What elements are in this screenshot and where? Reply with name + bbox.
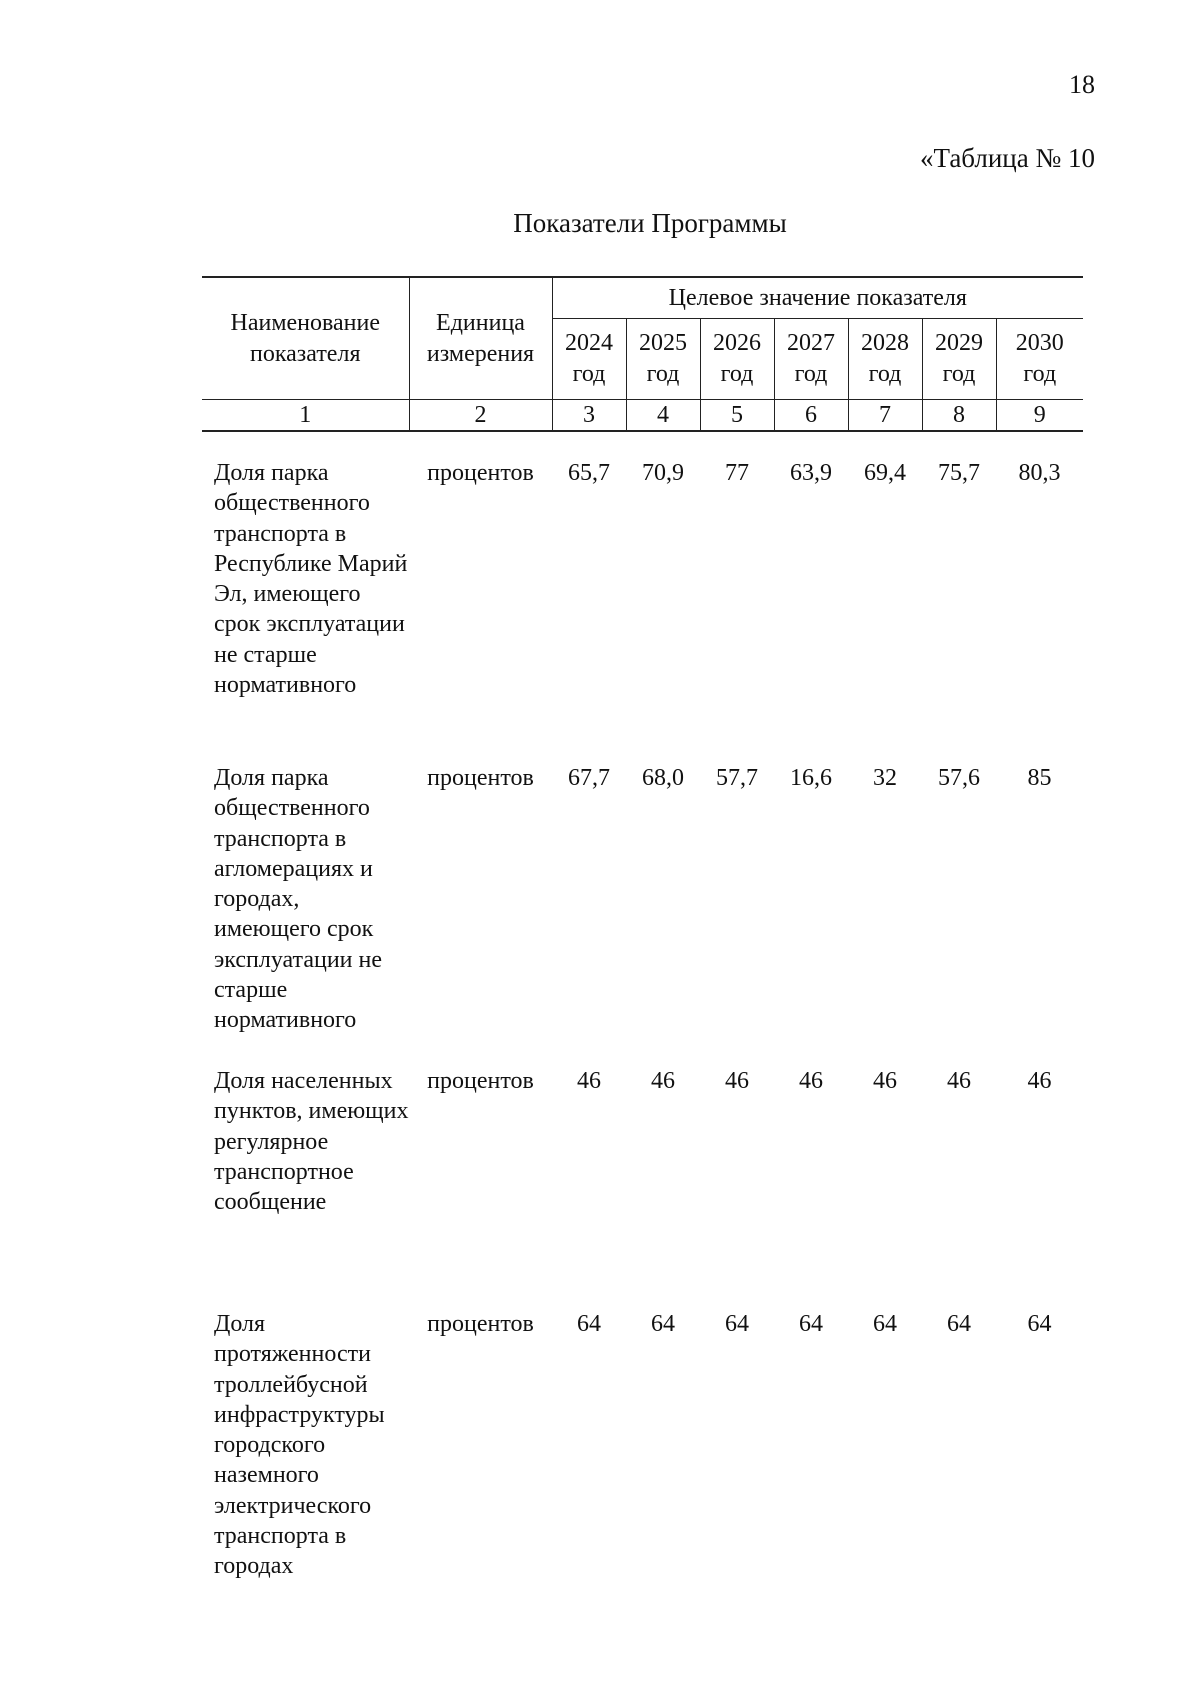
header-name-cell: Наименование показателя: [202, 277, 409, 400]
column-number: 7: [848, 400, 922, 432]
indicator-value: 63,9: [790, 460, 832, 486]
indicator-value: 68,0: [642, 765, 684, 791]
indicator-value: 80,3: [1018, 460, 1061, 486]
indicator-value: 46: [725, 1068, 749, 1094]
column-number: 3: [552, 400, 626, 432]
column-number: 9: [996, 400, 1083, 432]
table-row: [202, 458, 1083, 763]
indicator-value: 46: [651, 1068, 675, 1094]
indicator-value: 57,6: [938, 765, 980, 791]
indicator-value: 65,7: [568, 460, 610, 486]
indicator-value: 64: [947, 1311, 971, 1337]
table-label: «Таблица № 10: [920, 143, 1095, 173]
indicator-value: 64: [873, 1311, 897, 1337]
indicator-value: 64: [651, 1311, 675, 1337]
indicator-value: 46: [577, 1068, 601, 1094]
indicator-value: 75,7: [938, 460, 980, 486]
indicator-name: Доля парка общественного транспорта в агломерациях и городах, имеющего срок эксплуатации не старше нормативного: [214, 765, 383, 1034]
indicator-unit: процентов: [427, 765, 534, 791]
indicator-value: 64: [725, 1311, 749, 1337]
indicator-value: 70,9: [642, 460, 684, 486]
column-number: 5: [700, 400, 774, 432]
document-title: Показатели Программы: [513, 208, 787, 238]
table-header: [202, 276, 1083, 432]
indicator-value: 64: [1027, 1311, 1052, 1337]
header-target-cell: Целевое значение показателя: [552, 277, 1083, 319]
table-row: [202, 763, 1083, 1066]
column-number: 2: [409, 400, 552, 432]
indicator-value: 32: [873, 765, 897, 791]
indicator-value: 64: [577, 1311, 601, 1337]
indicator-value: 77: [725, 460, 749, 486]
column-number: 1: [202, 400, 409, 432]
column-number: 6: [774, 400, 848, 432]
indicator-name: Доля протяженности троллейбусной инфраструктуры городского наземного электрического транспорта в городах: [214, 1311, 385, 1580]
indicator-value: 46: [947, 1068, 971, 1094]
indicator-value: 64: [799, 1311, 823, 1337]
header-year: 2024 год: [552, 319, 626, 400]
header-year: 2027 год: [774, 319, 848, 400]
table-row: [202, 1066, 1083, 1309]
table-row: [202, 1309, 1083, 1582]
header-year: 2028 год: [848, 319, 922, 400]
indicator-value: 57,7: [716, 765, 758, 791]
indicator-name: Доля парка общественного транспорта в Республике Марий Эл, имеющего срок эксплуатации не старше нормативного: [214, 460, 408, 699]
header-year: 2025 год: [626, 319, 700, 400]
indicator-value: 67,7: [568, 765, 610, 791]
header-year: 2030 год: [996, 319, 1083, 400]
page-number: 18: [1069, 70, 1095, 99]
indicator-value: 85: [1027, 765, 1052, 791]
indicator-value: 16,6: [790, 765, 832, 791]
indicator-name: Доля населенных пунктов, имеющих регулярное транспортное сообщение: [214, 1068, 409, 1216]
indicator-unit: процентов: [427, 1068, 534, 1094]
header-year: 2029 год: [922, 319, 996, 400]
header-year: 2026 год: [700, 319, 774, 400]
indicator-value: 46: [1027, 1068, 1052, 1094]
indicator-unit: процентов: [427, 460, 534, 486]
column-number: 4: [626, 400, 700, 432]
indicator-value: 46: [873, 1068, 897, 1094]
indicators-table: [202, 458, 1083, 1582]
indicator-value: 46: [799, 1068, 823, 1094]
header-unit-cell: Единица измерения: [409, 277, 552, 400]
indicator-unit: процентов: [427, 1311, 534, 1337]
indicator-value: 69,4: [864, 460, 906, 486]
column-number: 8: [922, 400, 996, 432]
